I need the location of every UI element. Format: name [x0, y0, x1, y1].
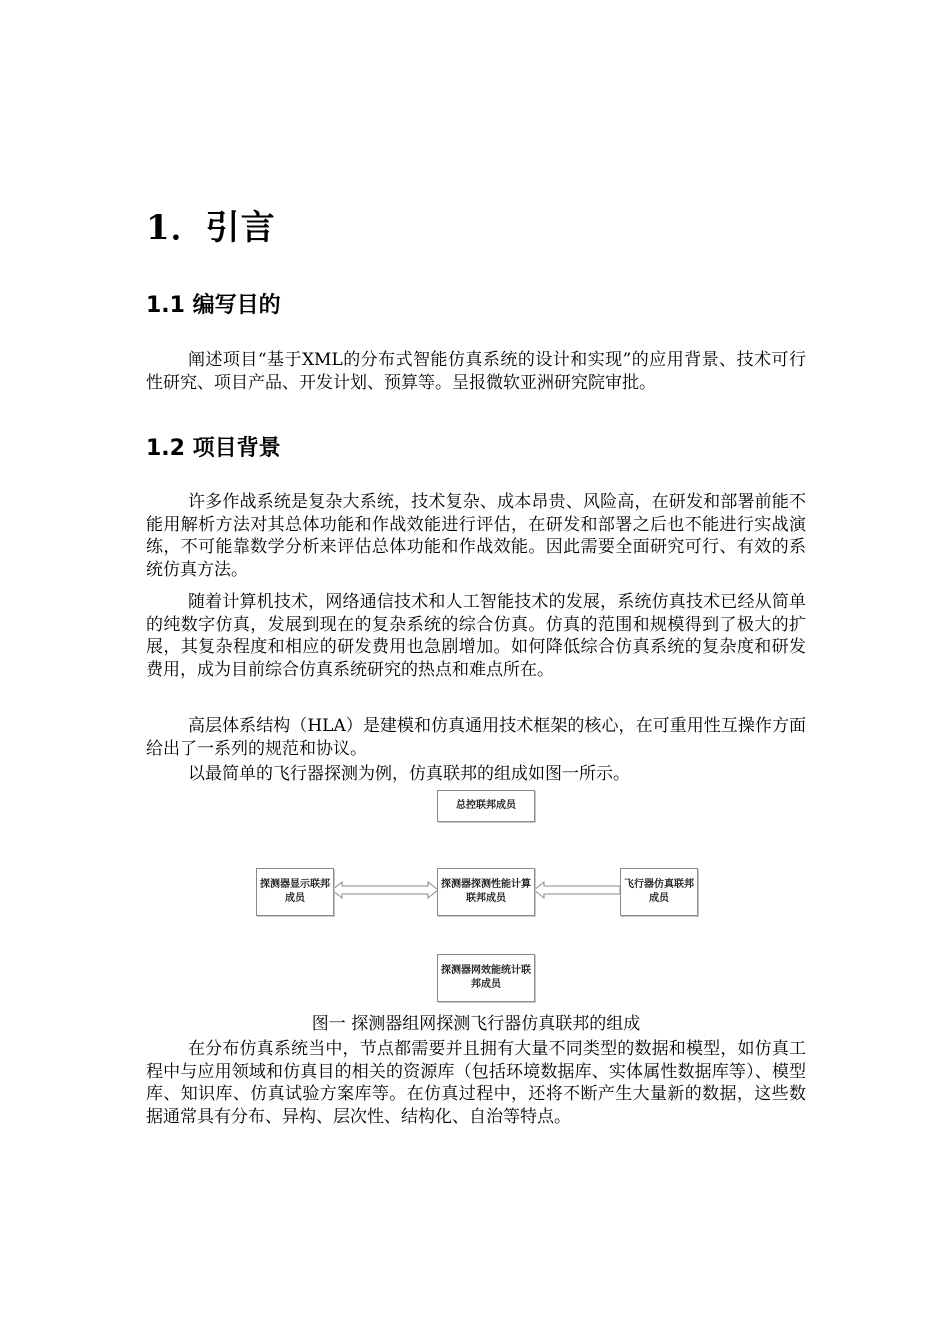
- box-master-control: 总控联邦成员: [437, 790, 535, 822]
- background-paragraph-1: 许多作战系统是复杂大系统，技术复杂、成本昂贵、风险高，在研发和部署前能不能用解析方法对其总体功能和作战效能进行评估，在研发和部署之后也不能进行实战演练，不可能靠数学分析来评估总体功能和作战效能。因此需要全面研究可行、有效的系统仿真方法。: [146, 492, 806, 580]
- box-detection-performance: 探测器探测性能计算联邦成员: [437, 868, 535, 916]
- background-paragraph-4: 以最简单的飞行器探测为例，仿真联邦的组成如图一所示。: [188, 764, 630, 784]
- left-double-arrow: [332, 882, 438, 898]
- box-aircraft-simulation: 飞行器仿真联邦成员: [620, 868, 698, 916]
- box-network-efficiency: 探测器网效能统计联邦成员: [437, 954, 535, 1002]
- box-detector-display: 探测器显示联邦成员: [256, 868, 334, 916]
- figure-caption: 图一 探测器组网探测飞行器仿真联邦的组成: [311, 1014, 641, 1034]
- right-arrow: [534, 882, 620, 898]
- section-1-2-title: 1.2 项目背景: [146, 436, 281, 461]
- section-1-1-title: 1.1 编写目的: [146, 293, 281, 318]
- distributed-sim-paragraph: 在分布仿真系统当中，节点都需要并且拥有大量不同类型的数据和模型，如仿真工程中与应用领域和仿真目的相关的资源库（包括环境数据库、实体属性数据库等）、模型库、知识库、仿真试验方案库等。在仿真过程中，还将不断产生大量新的数据，这些数据通常具有分布、异构、层次性、结构化、自治等特点。: [146, 1039, 806, 1127]
- background-paragraph-3: 高层体系结构（HLA）是建模和仿真通用技术框架的核心，在可重用性互操作方面给出了一系列的规范和协议。: [146, 716, 806, 759]
- purpose-paragraph: 阐述项目“基于XML的分布式智能仿真系统的设计和实现”的应用背景、技术可行性研究、项目产品、开发计划、预算等。呈报微软亚洲研究院审批。: [146, 350, 806, 393]
- chapter-heading: 1．引言: [146, 208, 276, 248]
- background-paragraph-2: 随着计算机技术，网络通信技术和人工智能技术的发展，系统仿真技术已经从简单的纯数字仿真，发展到现在的复杂系统的综合仿真。仿真的范围和规模得到了极大的扩展，其复杂程度和相应的研发费用也急剧增加。如何降低综合仿真系统的复杂度和研发费用，成为目前综合仿真系统研究的热点和难点所在。: [146, 592, 806, 680]
- federation-diagram: [250, 786, 700, 1008]
